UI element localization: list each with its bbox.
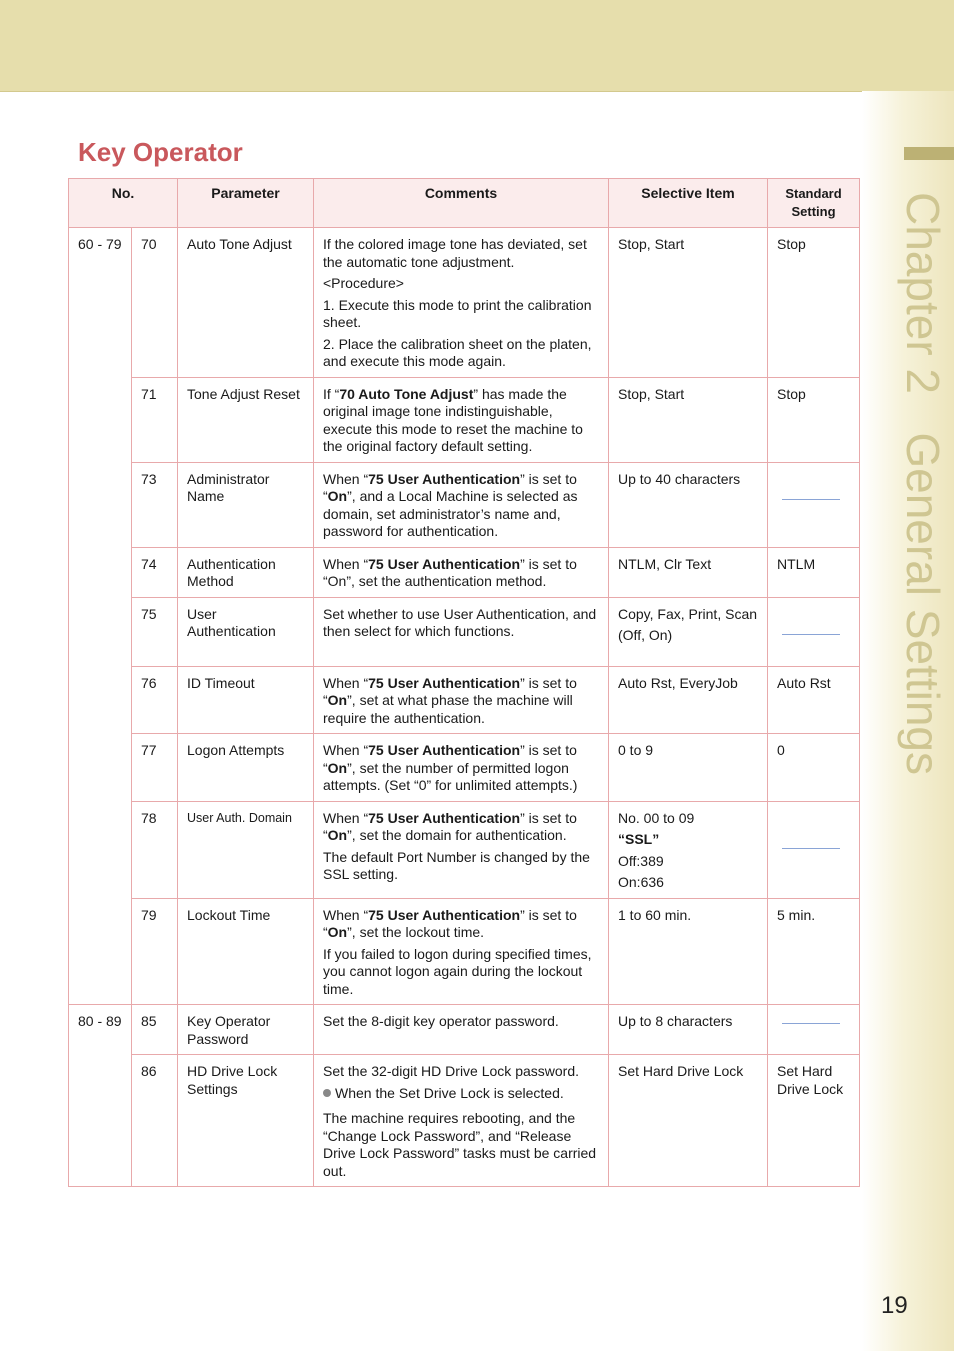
row-selective-item: NTLM, Clr Text — [609, 547, 768, 597]
comment-bold: On — [327, 827, 348, 843]
row-parameter: HD Drive Lock Settings — [178, 1055, 314, 1187]
blank-value-line — [782, 848, 840, 849]
row-selective-item — [609, 801, 768, 898]
table-row — [69, 1055, 860, 1187]
row-selective-item: Stop, Start — [609, 228, 768, 378]
comment-line: The machine requires rebooting, and the “Change Lock Password”, and “Release Drive Lock Password” tasks must be carried out. — [323, 1110, 597, 1179]
group-label: 80 - 89 — [69, 1005, 132, 1187]
comment-text: When “ — [323, 470, 369, 487]
row-standard-setting — [768, 1005, 860, 1055]
comment-note-text: When the Set Drive Lock is selected. — [335, 1084, 564, 1101]
row-comments — [314, 898, 609, 1005]
row-selective-item — [609, 597, 768, 666]
chapter-label: Chapter 2 — [897, 192, 949, 395]
comment-text: When “ — [323, 809, 369, 826]
header-band — [0, 0, 954, 92]
header-comments: Comments — [314, 179, 609, 228]
row-number: 79 — [132, 898, 178, 1005]
comment-text: ”, set the lockout time. — [347, 924, 485, 940]
blank-value-line — [782, 499, 840, 500]
comment-bold: On — [327, 759, 348, 776]
comment-bold: 75 User Authentication — [368, 674, 521, 691]
comment-text: ” is set to “ — [323, 809, 577, 843]
selective-line: On:636 — [618, 874, 664, 890]
comment-text: ”, set at what phase the machine will require the authentication. — [323, 692, 573, 726]
comment-text: ” is set to “ — [323, 742, 577, 776]
comment-line: The default Port Number is changed by the SSL setting. — [323, 848, 590, 882]
row-parameter: ID Timeout — [178, 666, 314, 734]
page-number: 19 — [881, 1292, 908, 1319]
comment-text: When “ — [323, 555, 369, 572]
row-number: 85 — [132, 1005, 178, 1055]
row-comments — [314, 801, 609, 898]
table-row — [69, 801, 860, 898]
row-comments — [314, 377, 609, 462]
comment-bold: 75 User Authentication — [368, 470, 521, 487]
table-row — [69, 228, 860, 378]
comment-line: 2. Place the calibration sheet on the platen, and execute this mode again. — [323, 335, 592, 369]
row-parameter: Authentication Method — [178, 547, 314, 597]
comment-text: ”, and a Local Machine is selected as domain, set administrator’s name and, password for authentication. — [323, 488, 578, 539]
row-comments — [314, 1055, 609, 1187]
comment-bold: 75 User Authentication — [368, 809, 521, 826]
row-standard-setting: NTLM — [768, 547, 860, 597]
table-row — [69, 666, 860, 734]
comment-bold: On — [327, 924, 348, 940]
table-header-row — [69, 179, 860, 228]
row-standard-setting — [768, 597, 860, 666]
row-standard-setting: Stop — [768, 377, 860, 462]
header-no: No. — [69, 179, 178, 228]
row-parameter: Tone Adjust Reset — [178, 377, 314, 462]
comment-line: 1. Execute this mode to print the calibration sheet. — [323, 296, 592, 330]
table-row — [69, 597, 860, 666]
table-row — [69, 377, 860, 462]
header-selective-item: Selective Item — [609, 179, 768, 228]
comment-text: When “ — [323, 906, 369, 923]
settings-table — [68, 178, 860, 1187]
row-number: 78 — [132, 801, 178, 898]
row-parameter: User Auth. Domain — [178, 801, 314, 898]
row-number: 86 — [132, 1055, 178, 1187]
row-standard-setting: Auto Rst — [768, 666, 860, 734]
row-selective-item: Set Hard Drive Lock — [609, 1055, 768, 1187]
row-parameter: User Authentication — [178, 597, 314, 666]
row-parameter: Logon Attempts — [178, 734, 314, 802]
row-number: 70 — [132, 228, 178, 378]
comment-text: ” is set to “On”, set the authentication method. — [323, 555, 577, 589]
selective-line: Off:389 — [618, 852, 664, 869]
chapter-heading — [896, 192, 950, 775]
comment-bold: On — [327, 692, 348, 708]
comment-text: ” is set to “ — [323, 906, 577, 940]
row-standard-setting — [768, 801, 860, 898]
row-parameter: Key Operator Password — [178, 1005, 314, 1055]
row-selective-item: Stop, Start — [609, 377, 768, 462]
comment-bold: 75 User Authentication — [368, 742, 521, 758]
row-standard-setting: Stop — [768, 228, 860, 378]
row-comments — [314, 734, 609, 802]
bullet-icon — [323, 1089, 331, 1097]
comment-bold: 75 User Authentication — [368, 555, 521, 572]
comment-note — [323, 1085, 599, 1103]
comment-line: If you failed to logon during specified times, you cannot logon again during the lockout time. — [323, 945, 592, 997]
comment-text: ”, set the number of permitted logon attempts. (Set “0” for unlimited attempts.) — [323, 759, 578, 793]
blank-value-line — [782, 634, 840, 635]
row-selective-item: Up to 8 characters — [609, 1005, 768, 1055]
row-parameter: Auto Tone Adjust — [178, 228, 314, 378]
row-standard-setting: 0 — [768, 734, 860, 802]
selective-line: “SSL” — [618, 831, 660, 847]
row-standard-setting: 5 min. — [768, 898, 860, 1005]
comment-text: ” has made the original image tone indistinguishable, execute this mode to reset the machine to the original factory default setting. — [323, 385, 583, 454]
comment-text: If “ — [323, 385, 340, 402]
row-comments — [314, 228, 609, 378]
row-comments: Set the 8-digit key operator password. — [314, 1005, 609, 1055]
chapter-marker-bar — [904, 147, 954, 160]
row-selective-item: 0 to 9 — [609, 734, 768, 802]
row-comments — [314, 462, 609, 547]
table-row — [69, 1005, 860, 1055]
comment-text: When “ — [323, 742, 369, 758]
row-standard-setting: Set Hard Drive Lock — [768, 1055, 860, 1187]
row-number: 74 — [132, 547, 178, 597]
comment-bold: 70 Auto Tone Adjust — [339, 385, 474, 402]
table-row — [69, 734, 860, 802]
comment-line: <Procedure> — [323, 275, 404, 291]
header-parameter: Parameter — [178, 179, 314, 228]
row-selective-item: 1 to 60 min. — [609, 898, 768, 1005]
row-number: 76 — [132, 666, 178, 734]
header-standard-line2: Setting — [791, 204, 836, 219]
comment-text: ”, set the domain for authentication. — [347, 827, 567, 843]
row-parameter: Lockout Time — [178, 898, 314, 1005]
table-row — [69, 547, 860, 597]
row-number: 73 — [132, 462, 178, 547]
chapter-section: General Settings — [897, 432, 949, 776]
comment-text: When “ — [323, 674, 369, 691]
header-standard-line1: Standard — [785, 186, 842, 201]
comment-bold: On — [327, 488, 348, 504]
comment-text: ” is set to “ — [323, 470, 577, 504]
row-number: 77 — [132, 734, 178, 802]
row-standard-setting — [768, 462, 860, 547]
row-comments: Set whether to use User Authentication, and then select for which functions. — [314, 597, 609, 666]
row-comments — [314, 547, 609, 597]
group-label: 60 - 79 — [69, 228, 132, 1005]
row-number: 75 — [132, 597, 178, 666]
comment-line: If the colored image tone has deviated, set the automatic tone adjustment. — [323, 236, 587, 270]
row-selective-item: Auto Rst, EveryJob — [609, 666, 768, 734]
row-comments — [314, 666, 609, 734]
selective-line: (Off, On) — [618, 627, 673, 643]
comment-bold: 75 User Authentication — [368, 906, 521, 923]
row-number: 71 — [132, 377, 178, 462]
comment-line: Set the 32-digit HD Drive Lock password. — [323, 1063, 579, 1079]
row-selective-item: Up to 40 characters — [609, 462, 768, 547]
table-row — [69, 898, 860, 1005]
blank-value-line — [782, 1023, 840, 1024]
table-row — [69, 462, 860, 547]
comment-text: ” is set to “ — [323, 674, 577, 708]
header-standard-setting — [768, 179, 860, 228]
selective-line: Copy, Fax, Print, Scan — [618, 605, 758, 622]
row-parameter: Administrator Name — [178, 462, 314, 547]
page-title: Key Operator — [78, 137, 243, 167]
selective-line: No. 00 to 09 — [618, 809, 695, 826]
